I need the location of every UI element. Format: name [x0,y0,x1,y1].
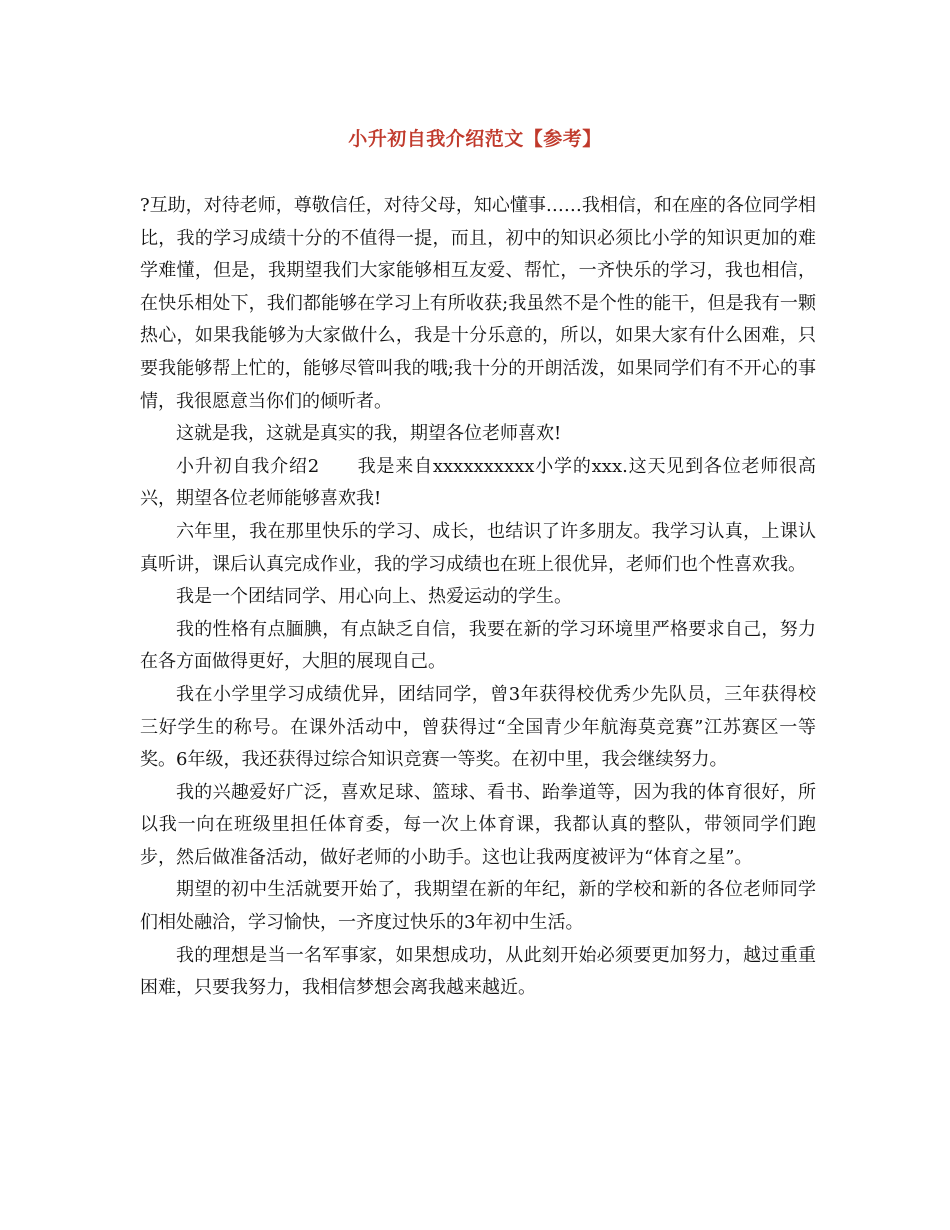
paragraph-10: 我的理想是当一名军事家，如果想成功，从此刻开始必须要更加努力，越过重重困难，只要我努力，我相信梦想会离我越来越近。 [140,944,816,999]
paragraph-7: 我在小学里学习成绩优异，团结同学，曾3年获得校优秀少先队员，三年获得校三好学生的称号。在课外活动中，曾获得过“全国青少年航海莫竞赛”江苏赛区一等奖。6年级，我还获得过综合知识竞赛一等奖。在初中里，我会继续努力。 [140,683,816,771]
paragraph-8: 我的兴趣爱好广泛，喜欢足球、篮球、看书、跆拳道等，因为我的体育很好，所以我一向在班级里担任体育委，每一次上体育课，我都认真的整队，带领同学们跑步，然后做准备活动，做好老师的小助手。这也让我两度被评为“体育之星”。 [140,781,816,868]
paragraph-4: 六年里，我在那里快乐的学习、成长，也结识了许多朋友。我学习认真，上课认真听讲，课后认真完成作业，我的学习成绩也在班上很优异，老师们也个性喜欢我。 [140,520,816,575]
paragraph-2: 这就是我，这就是真实的我，期望各位老师喜欢! [176,423,562,445]
paragraph-5: 我是一个团结同学、用心向上、热爱运动的学生。 [176,586,572,608]
paragraph-6: 我的性格有点腼腆，有点缺乏自信，我要在新的学习环境里严格要求自己，努力在各方面做得更好，大胆的展现自己。 [140,618,816,673]
document-title: 小升初自我介绍范文【参考】 [348,128,602,150]
paragraph-9: 期望的初中生活就要开始了，我期望在新的年纪，新的学校和新的各位老师同学们相处融洽，学习愉快，一齐度过快乐的3年初中生活。 [140,879,816,934]
document-body [140,190,816,1005]
paragraph-1: ?互助，对待老师，尊敬信任，对待父母，知心懂事……我相信，和在座的各位同学相比，我的学习成绩十分的不值得一提，而且，初中的知识必须比小学的知识更加的难学难懂，但是，我期望我们大家能够相互友爱、帮忙，一齐快乐的学习，我也相信，在快乐相处下，我们都能够在学习上有所收获;我虽然不是个性的能干，但是我有一颗热心，如果我能够为大家做什么，我是十分乐意的，所以，如果大家有什么困难，只要我能够帮上忙的，能够尽管叫我的哦;我十分的开朗活泼，如果同学们有不开心的事情，我很愿意当你们的倾听者。 [140,195,816,412]
paragraph-3: 小升初自我介绍2 我是来自xxxxxxxxxx小学的xxx.这天见到各位老师很高兴，期望各位老师能够喜欢我! [140,455,816,510]
